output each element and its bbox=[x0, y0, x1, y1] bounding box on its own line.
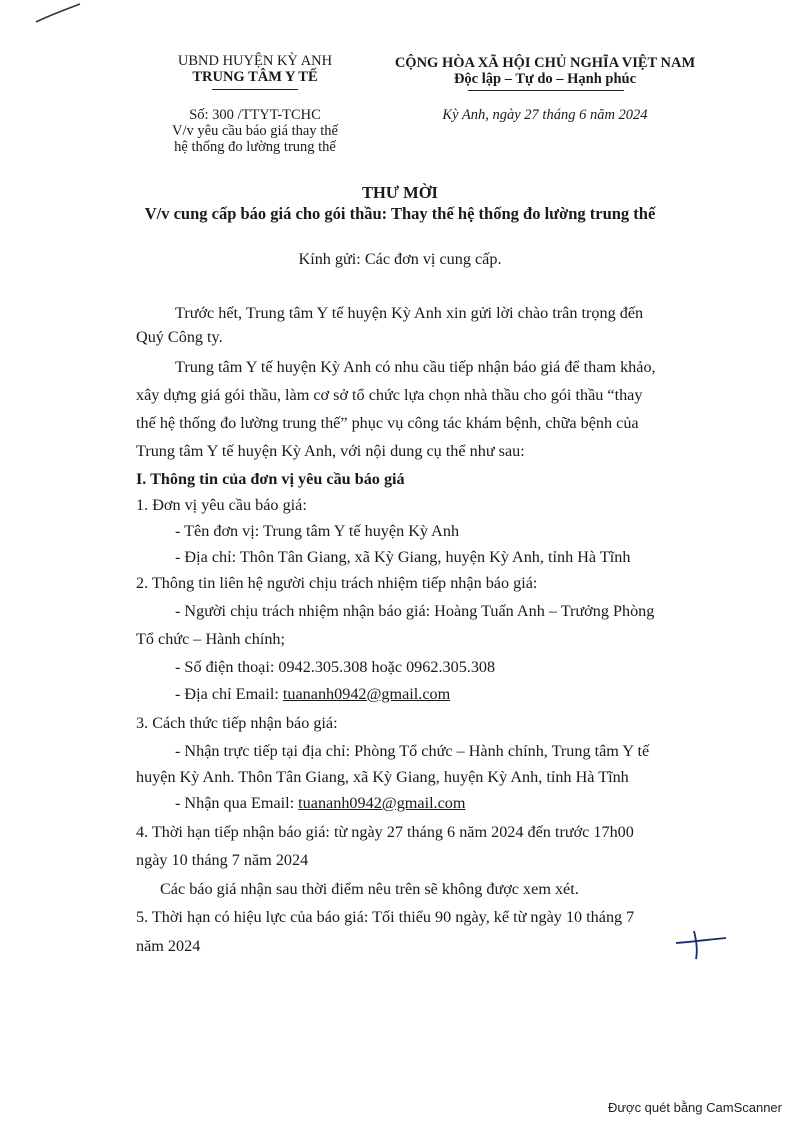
item-1: 1. Đơn vị yêu cầu báo giá: bbox=[136, 496, 307, 514]
item-2-email-link[interactable]: tuananh0942@gmail.com bbox=[282, 685, 451, 703]
item-2-email-row bbox=[175, 684, 450, 704]
item-5-line-1: 5. Thời hạn có hiệu lực của báo giá: Tối thiểu 90 ngày, kể từ ngày 10 tháng 7 bbox=[136, 908, 635, 926]
handwritten-initial-mark bbox=[672, 925, 732, 965]
recipient-line: Kính gửi: Các đơn vị cung cấp. bbox=[298, 250, 502, 268]
doc-subject-line1: V/v yêu cầu báo giá thay thế bbox=[172, 123, 338, 139]
letter-subtitle: V/v cung cấp báo giá cho gói thầu: Thay thế hệ thống đo lường trung thế bbox=[144, 204, 656, 223]
place-date: Kỳ Anh, ngày 27 tháng 6 năm 2024 bbox=[442, 107, 648, 123]
scanner-watermark: Được quét bằng CamScanner bbox=[607, 1100, 782, 1115]
org-parent: UBND HUYỆN KỲ ANH bbox=[177, 53, 333, 69]
item-4-line-2: ngày 10 tháng 7 năm 2024 bbox=[136, 851, 309, 869]
letter-title: THƯ MỜI bbox=[362, 183, 438, 202]
item-2: 2. Thông tin liên hệ người chịu trách nhiệm tiếp nhận báo giá: bbox=[136, 574, 538, 592]
motto-underline bbox=[468, 90, 624, 91]
paragraph-1-line-1: Trước hết, Trung tâm Y tế huyện Kỳ Anh xin gửi lời chào trân trọng đến bbox=[175, 304, 644, 322]
item-1-address: - Địa chỉ: Thôn Tân Giang, xã Kỳ Giang, huyện Kỳ Anh, tỉnh Hà Tĩnh bbox=[175, 548, 631, 566]
item-3-email-label: - Nhận qua Email: bbox=[175, 794, 299, 812]
item-2-email-label: - Địa chỉ Email: bbox=[175, 685, 283, 703]
item-3-email-row bbox=[175, 793, 465, 813]
nation-motto: Độc lập – Tự do – Hạnh phúc bbox=[453, 71, 637, 87]
paragraph-2-line-4: Trung tâm Y tế huyện Kỳ Anh, với nội dung cụ thể như sau: bbox=[136, 442, 525, 460]
doc-subject-line2: hệ thống đo lường trung thế bbox=[174, 139, 336, 155]
org-name: TRUNG TÂM Y TẾ bbox=[192, 69, 318, 85]
item-2-person-line-1: - Người chịu trách nhiệm nhận báo giá: Hoàng Tuấn Anh – Trưởng Phòng bbox=[175, 602, 655, 620]
item-1-name: - Tên đơn vị: Trung tâm Y tế huyện Kỳ Anh bbox=[175, 522, 460, 540]
paragraph-2-line-2: xây dựng giá gói thầu, làm cơ sở tổ chức lựa chọn nhà thầu cho gói thầu “thay bbox=[136, 386, 643, 404]
item-3-direct-line-1: - Nhận trực tiếp tại địa chỉ: Phòng Tổ chức – Hành chính, Trung tâm Y tế bbox=[175, 742, 650, 760]
item-3-direct-line-2: huyện Kỳ Anh. Thôn Tân Giang, xã Kỳ Giang, huyện Kỳ Anh, tỉnh Hà Tĩnh bbox=[136, 768, 629, 786]
paragraph-2-line-1: Trung tâm Y tế huyện Kỳ Anh có nhu cầu tiếp nhận báo giá để tham khảo, bbox=[175, 358, 656, 376]
pen-stroke-mark bbox=[28, 0, 88, 30]
item-3: 3. Cách thức tiếp nhận báo giá: bbox=[136, 714, 338, 732]
paragraph-1-line-2: Quý Công ty. bbox=[136, 328, 223, 346]
doc-number: Số: 300 /TTYT-TCHC bbox=[189, 107, 321, 123]
org-underline bbox=[212, 89, 298, 90]
item-5-line-2: năm 2024 bbox=[136, 937, 201, 955]
section-1-heading: I. Thông tin của đơn vị yêu cầu báo giá bbox=[136, 470, 405, 488]
item-2-phone: - Số điện thoại: 0942.305.308 hoặc 0962.305.308 bbox=[175, 658, 496, 676]
nation-title: CỘNG HÒA XÃ HỘI CHỦ NGHĨA VIỆT NAM bbox=[394, 55, 696, 71]
item-3-email-link[interactable]: tuananh0942@gmail.com bbox=[298, 794, 466, 812]
item-2-person-line-2: Tổ chức – Hành chính; bbox=[136, 630, 286, 648]
item-4-line-1: 4. Thời hạn tiếp nhận báo giá: từ ngày 27 tháng 6 năm 2024 đến trước 17h00 bbox=[136, 823, 634, 841]
item-4-note: Các báo giá nhận sau thời điểm nêu trên sẽ không được xem xét. bbox=[160, 880, 579, 898]
paragraph-2-line-3: thế hệ thống đo lường trung thế” phục vụ công tác khám bệnh, chữa bệnh của bbox=[136, 414, 639, 432]
